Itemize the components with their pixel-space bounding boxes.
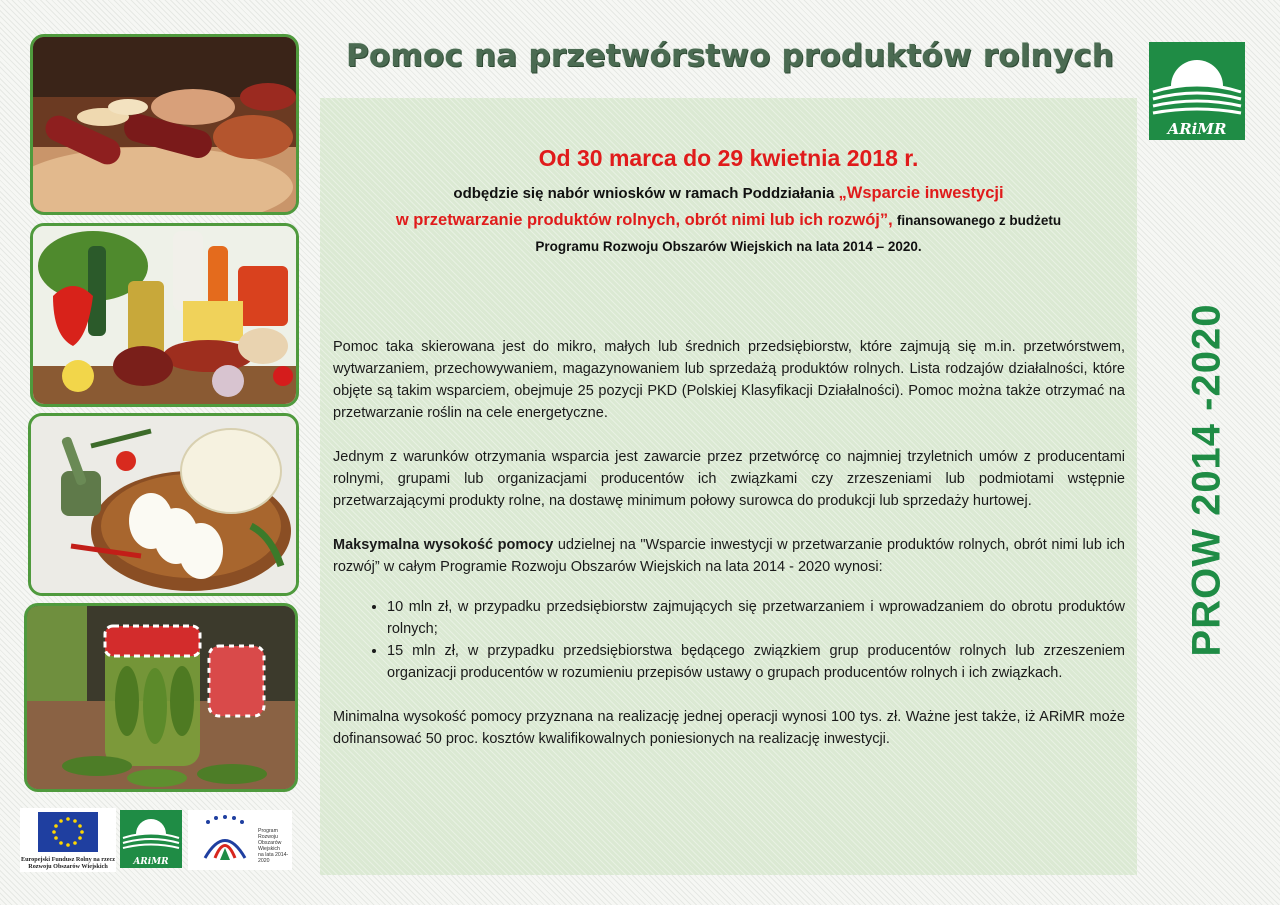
paragraph-closing: Minimalna wysokość pomocy przyznana na realizację jednej operacji wynosi 100 tys. zł. Ważne jest także, iż ARiMR może dofinansować 50 proc. kosztów kwalifikowalnych poniesionych na realizację inwestycji.: [333, 709, 1125, 747]
arimr-logo-text: ARiMR: [1167, 120, 1227, 138]
list-item: • 15 mln zł, w przypadku przedsiębiorstwa będącego związkiem grup producentów rolnych lub zrzeszeniem organizacji producentów w rozumieniu przepisów ustawy o grupach producentów rolnych i ich związkach.: [387, 640, 1125, 684]
intro-text: [330, 180, 1127, 260]
funding-logos: [20, 808, 292, 872]
body-text: [333, 336, 1125, 772]
list-item: • 10 mln zł, w przypadku przedsiębiorstw zajmujących się przetwarzaniem i wprowadzaniem do obrotu produktów rolnych;: [387, 596, 1125, 640]
arimr-small-logo-text: ARiMR: [133, 857, 169, 867]
page-title: Pomoc na przetwórstwo produktów rolnych: [345, 38, 1115, 74]
paragraph-max-aid: [333, 534, 1125, 578]
prow-small-caption: Program Rozwoju Obszarów Wiejskich na lata 2014-2020: [258, 828, 289, 864]
intro-part3: Programu Rozwoju Obszarów Wiejskich na lata 2014 – 2020.: [535, 239, 922, 254]
arimr-logo: [1149, 42, 1245, 140]
photo-vegetables-groceries: [30, 223, 299, 407]
prow-label-text: PROW 2014 -2020: [1184, 303, 1229, 657]
program-name-line1: „Wsparcie inwestycji: [838, 184, 1004, 202]
photo-cheese: [28, 413, 299, 596]
aid-limits-list: [333, 596, 1125, 684]
paragraph-recipients: Pomoc taka skierowana jest do mikro, małych lub średnich przedsiębiorstw, które zajmują się m.in. przetwórstwem, wytwarzaniem, przechowywaniem, magazynowaniem lub sprzedażą produktów rolnych. Lista rodzajów działalności, które objęte są takim wsparciem, obejmuje 25 pozycji PKD (Polskiej Klasyfikacji Działalności). Pomoc można także otrzymać na przetwarzanie roślin na cele energetyczne.: [333, 339, 1125, 421]
eu-fund-caption: Europejski Fundusz Rolny na rzecz Rozwoju Obszarów Wiejskich: [20, 856, 116, 870]
prow-vertical-label: [1185, 275, 1229, 685]
program-name-line2: w przetwarzanie produktów rolnych, obrót nimi lub ich rozwój”,: [395, 211, 893, 229]
photo-pickles: [24, 603, 298, 792]
application-dates-headline: Od 30 marca do 29 kwietnia 2018 r.: [538, 145, 919, 171]
paragraph-conditions: Jednym z warunków otrzymania wsparcia jest zawarcie przez przetwórcę co najmniej trzyletnich umów z producentami rolnymi, grupami lub organizacjami producentów ich związkami czy zrzeszeniami lub podmiotami wstępnie przetwarzającymi produkty rolne, na dostawę minimum połowy surowca do produkcji lub sprzedaży hurtowej.: [333, 449, 1125, 509]
max-aid-rest: udzielnej na "Wsparcie inwestycji w przetwarzanie produktów rolnych, obrót nimi lub ich rozwój” w całym Programie Rozwoju Obszarów Wiejskich na lata 2014 - 2020 wynosi:: [333, 537, 1125, 575]
intro-part1: odbędzie się nabór wniosków w ramach Poddziałania: [453, 185, 835, 202]
photo-sausages: [30, 34, 299, 215]
max-aid-bold: Maksymalna wysokość pomocy: [333, 537, 554, 553]
intro-part2: finansowanego z budżetu: [896, 213, 1062, 228]
